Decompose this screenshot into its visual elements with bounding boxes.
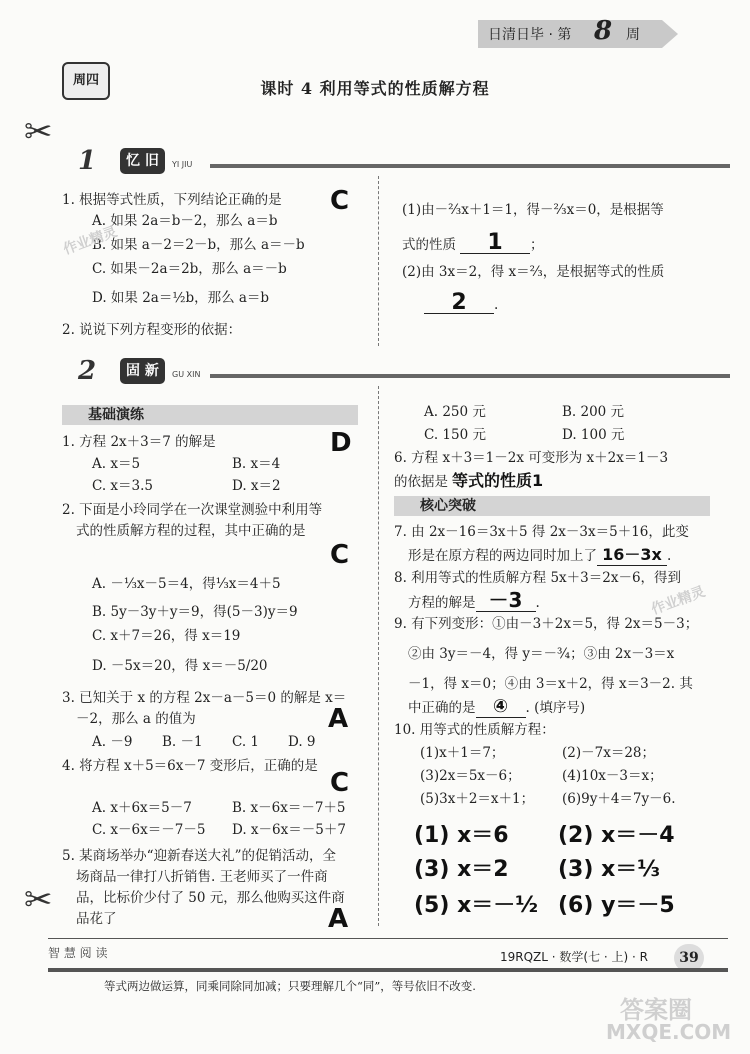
band-basic-practice: 基础演练 [62,405,358,425]
watermark: MXQE.COM [606,1020,732,1044]
book-code: 19RQZL · 数学(七 · 上) · R [500,950,648,964]
handwritten-answer: D [330,428,352,458]
option: A. x＝5 [92,456,141,472]
equation: (3)2x＝5x－6； [420,768,521,784]
handwritten-answer: (6) y＝－5 [558,893,675,918]
s7-line: 7. 由 2x－16＝3x＋5 得 2x－3x＝5＋16，此变 [394,524,689,540]
smart-reading-label: 智 慧 阅 读 [48,946,108,960]
option: C. 150 元 [424,427,486,443]
option: C. x＋7＝26，得 x＝19 [92,628,241,644]
band-core-breakthrough: 核心突破 [394,496,710,516]
s7-line: 形是在原方程的两边同时加上了 16－3x . [408,545,672,564]
option: B. 如果 a－2＝2－b，那么 a＝－b [92,237,305,253]
s8-line: 8. 利用等式的性质解方程 5x＋3＝2x－6，得到 [394,570,682,586]
watermark: 作业精灵 [61,223,120,259]
option: A. 如果 2a＝b－2，那么 a＝b [92,213,278,229]
s8-line: 方程的解是 －3 . [408,588,540,612]
section-number: 1 [78,146,97,176]
option: B. 5y－3y＋y＝9，得(5－3)y＝9 [92,604,298,620]
handwritten-answer: (3) x＝2 [414,857,509,882]
blank-answer: 2 [424,292,494,314]
section-number: 2 [78,356,97,386]
question-2-part2-answer: 2 . [424,292,498,316]
footer-rule [48,938,728,939]
s9-line: 9. 有下列变形：①由－3＋2x＝5，得 2x＝5－3； [394,616,699,632]
lesson-title: 课时 4 利用等式的性质解方程 [260,79,490,98]
section-divider [210,374,730,378]
equation: (6)9y＋4＝7y－6. [562,791,676,807]
section-pinyin: YI JIU [172,160,193,169]
option: C. 如果－2a＝2b，那么 a＝－b [92,261,287,277]
option: D. 如果 2a＝½b，那么 a＝b [92,290,270,306]
section-label: 忆 旧 [120,148,165,174]
handwritten-answer: (2) x＝－4 [558,823,675,848]
option: C. x－6x＝－7－5 [92,822,206,838]
question-1-stem: 1. 根据等式性质，下列结论正确的是 [62,192,282,208]
blank-answer: －3 [476,590,536,612]
question-2-part2: (2)由 3x＝2，得 x＝⅔，是根据等式的性质 [402,264,665,280]
section-pinyin: GU XIN [172,370,201,379]
section-label: 固 新 [120,358,165,384]
s5-line: 品花了 [76,911,117,927]
column-divider [378,176,379,346]
option: D. 100 元 [562,427,625,443]
option: B. －1 [162,734,203,750]
s9-line: －1，得 x＝0；④由 3＝x＋2，得 x＝3－2. 其 [408,676,693,692]
s5-line: 场商品一律打八折销售. 王老师买了一件商 [76,869,328,885]
s10-stem: 10. 用等式的性质解方程： [394,722,555,738]
s2-stem: 式的性质解方程的过程，其中正确的是 [76,523,306,539]
option: B. x＝4 [232,456,281,472]
question-2-part1: (1)由－⅔x＋1＝1，得－⅔x＝0，是根据等 [402,202,664,218]
equation: (5)3x＋2＝x＋1； [420,791,535,807]
option: D. －5x＝20，得 x＝－5/20 [92,658,268,674]
s9-line: ②由 3y＝－4，得 y＝－¾；③由 2x－3＝x [408,646,675,662]
watermark: 作业精灵 [649,583,708,619]
handwritten-answer: (1) x＝6 [414,823,509,848]
week-suffix: 周 [626,27,640,43]
handwritten-answer: C [330,540,350,570]
handwritten-answer: A [328,704,349,734]
option: A. 250 元 [424,404,486,420]
s3-stem: 3. 已知关于 x 的方程 2x－a－5＝0 的解是 x＝ [62,690,347,706]
option: A. －⅓x－5＝4，得⅓x＝4＋5 [92,576,281,592]
option: A. －9 [92,734,133,750]
s1-stem: 1. 方程 2x＋3＝7 的解是 [62,434,216,450]
s3-stem: －2，那么 a 的值为 [76,711,196,727]
week-number: 8 [594,16,613,46]
reading-tip: 等式两边做运算，同乘同除同加减；只要理解几个“同”，等号依旧不改变. [104,979,476,993]
option: D. x－6x＝－5＋7 [232,822,346,838]
question-2-stem: 2. 说说下列方程变形的依据： [62,322,242,338]
option: B. x－6x＝－7＋5 [232,800,346,816]
option: B. 200 元 [562,404,625,420]
option: D. x＝2 [232,478,281,494]
s5-line: 品，比标价少付了 50 元，那么他购买这件商 [76,890,345,906]
handwritten-answer: A [328,904,349,934]
scissors-icon: ✂ [24,112,53,152]
blank-answer: ④ [476,696,526,718]
column-divider [378,386,379,926]
handwritten-answer: C [330,186,350,216]
equation: (1)x＋1＝7； [420,745,505,761]
blank-answer: 1 [460,232,530,254]
equation: (4)10x－3＝x； [562,768,663,784]
s4-stem: 4. 将方程 x＋5＝6x－7 变形后，正确的是 [62,758,318,774]
blank-answer: 16－3x [597,544,667,566]
s5-line: 5. 某商场举办“迎新春送大礼”的促销活动，全 [62,848,336,864]
s2-stem: 2. 下面是小玲同学在一次课堂测验中利用等 [62,502,323,518]
handwritten-answer: (3) x＝⅓ [558,857,661,882]
watermark: 答案圈 [620,996,692,1024]
question-2-part1-cont: 式的性质 1 ； [402,230,544,255]
section-divider [210,164,730,168]
handwritten-answer: (5) x＝－½ [414,893,539,918]
handwritten-answer: 等式的性质1 [452,471,544,490]
weekday-badge: 周四 [62,62,110,100]
option: D. 9 [288,734,316,750]
handwritten-answer: C [330,768,350,798]
scissors-icon: ✂ [24,880,53,920]
s9-line: 中正确的是 ④ . (填序号) [408,696,586,717]
option: A. x＋6x＝5－7 [92,800,192,816]
s6-line: 6. 方程 x＋3＝1－2x 可变形为 x＋2x＝1－3 [394,450,669,466]
option: C. x＝3.5 [92,478,154,494]
week-tab-text: 日清日毕 · 第 [488,27,572,43]
equation: (2)－7x＝28； [562,745,656,761]
option: C. 1 [232,734,260,750]
page-number: 39 [674,944,704,972]
footer-bar [48,968,728,972]
s6-line: 的依据是 等式的性质1 [394,471,544,490]
